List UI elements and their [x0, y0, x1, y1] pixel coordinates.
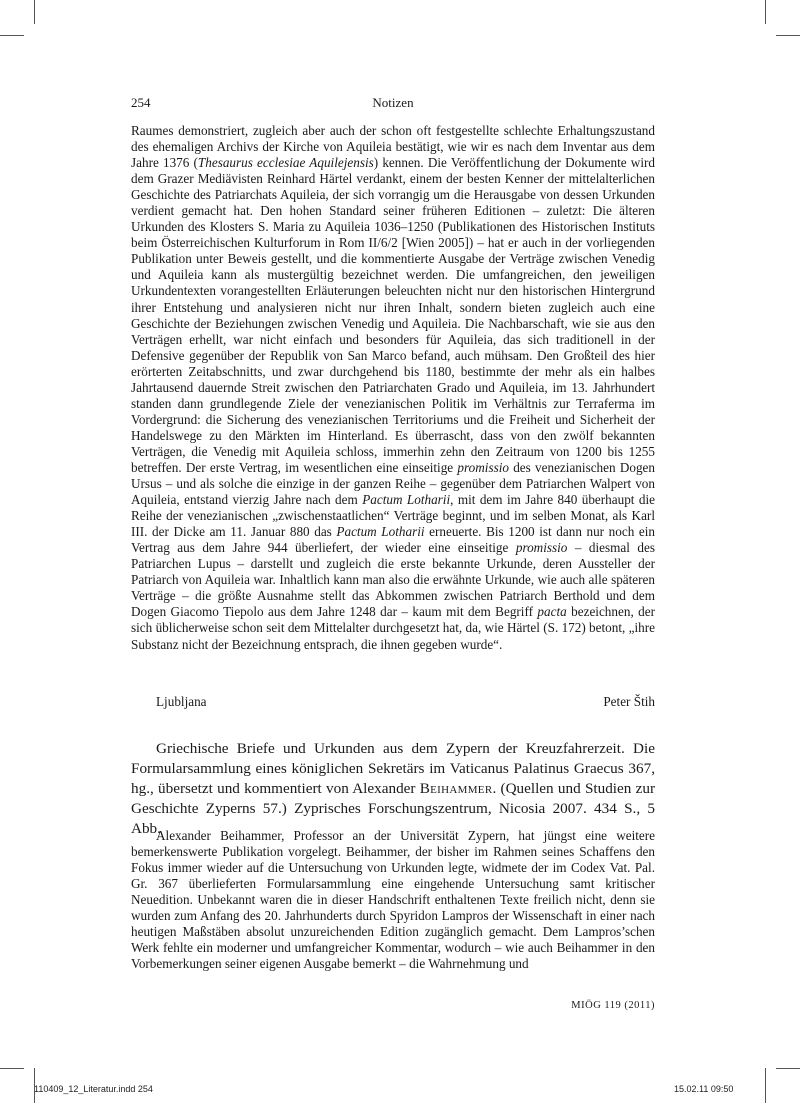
- crop-mark: [0, 1068, 24, 1069]
- journal-footer: MIÖG 119 (2011): [571, 1000, 655, 1011]
- signature-place: Ljubljana: [156, 694, 207, 709]
- signature-author: Peter Štih: [603, 694, 655, 709]
- page-number: 254: [131, 95, 151, 110]
- crop-mark: [765, 1068, 766, 1103]
- slug-file: 110409_12_Literatur.indd 254: [34, 1084, 153, 1094]
- paragraph: Raumes demonstriert, zugleich aber auch der schon oft festgestellte schlechte Erhaltungszustand des ehemaligen Archivs der Kirche von Aquileia bestätigt, wie wir es nach dem Inventar aus dem Jahre 1376 (Thesaurus ecclesiae Aquilejensis) kennen. Die Veröffentlichung der Dokumente wird dem Grazer Mediävisten Reinhard Härtel verdankt, einem der besten Kenner der mittelalterlichen Geschichte des Patriarchats Aquileia, der sich vorrangig um die Herausgabe von dessen Urkunden verdient gemacht hat. Den hohen Standard seiner früheren Editionen – zuletzt: Die älteren Urkunden des Klosters S. Maria zu Aquileia 1036–1250 (Publikationen des Historischen Instituts beim Österreichischen Kulturforum in Rom II/6/2 [Wien 2005]) – hat er auch in der vorliegenden Publikation unter Beweis gestellt, und die kommentierte Ausgabe der Verträge zwischen Venedig und Aquileia kann als mustergültig bezeichnet werden. Die umfangreichen, den jeweiligen Urkundentexten vorangestellten Erläuterungen beleuchten nicht nur den historischen Hintergrund ihrer Entstehung und analysieren nicht nur ihren Inhalt, sondern bieten zugleich auch eine Geschichte der Beziehungen zwischen Venedig und Aquileia. Die Nachbarschaft, wie sie aus den Verträgen erhellt, war nicht einfach und besonders für Aquileia, das sich traditionell in der Defensive gegenüber der Republik von San Marco befand, auch mühsam. Den Großteil des hier erörterten Zeitabschnitts, und zwar durchgehend bis 1180, bestimmte der mehr als ein halbes Jahrtausend dauernde Streit zwischen den Patriarchaten Grado und Aquileia, im 13. Jahrhundert standen dann grundlegende Ziele der venezianischen Politik im Verhältnis zur Terraferma im Vordergrund: die Sicherung des venezianischen Territoriums und die Freiheit und Sicherheit der Handelswege zu den Märkten im Hinterland. Es überrascht, dass von den zwölf bekannten Verträgen, die Venedig mit Aquileia schloss, immerhin zehn den Zeitraum von 1200 bis 1255 betreffen. Der erste Vertrag, im wesentlichen eine einseitige promissio des venezianischen Dogen Ursus – und als solche die einzige in der ganzen Reihe – gegenüber dem Patriarchen Walpert von Aquileia, entstand vierzig Jahre nach dem Pactum Lotharii, mit dem im Jahre 840 überhaupt die Reihe der venezianischen „zwischenstaatlichen“ Verträge beginnt, und im selben Monat, als Karl III. der Dicke am 11. Januar 880 das Pactum Lotharii erneuerte. Bis 1200 ist dann nur noch ein Vertrag aus dem Jahre 944 überliefert, der wieder eine einseitige promissio – diesmal des Patriarchen Lupus – darstellt und zugleich die erste bekannte Urkunde, deren Aussteller der Patriarch von Aquileia war. Inhaltlich kann man also die erwähnte Urkunde, wie auch alle späteren Verträge – die größte Ausnahme stellt das Abkommen zwischen Patriarch Berthold und dem Dogen Giacomo Tiepolo aus dem Jahre 1248 dar – kaum mit dem Begriff pacta bezeichnen, der sich üblicherweise schon seit dem Mittelalter durchgesetzt hat, da, wie Härtel (S. 172) betont, „ihre Substanz nicht der Bezeichnung entsprach, die ihnen gegeben wurde“.: [131, 123, 656, 652]
- crop-mark: [776, 1068, 800, 1069]
- running-header: [131, 95, 655, 113]
- crop-mark: [0, 35, 24, 36]
- paragraph: Alexander Beihammer, Professor an der Universität Zypern, hat jüngst eine weitere bemerkenswerte Publikation vorgelegt. Beihammer, der bisher im Rahmen seines Schaffens den Fokus immer wieder auf die Untersuchung von Urkunden legte, widmete der im Codex Vat. Pal. Gr. 367 überlieferten Formularsammlung eine eingehende Untersuchung samt kritischer Neuedition. Unbekannt waren die in dieser Handschrift enthaltenen Texte freilich nicht, denn sie wurden zum Anfang des 20. Jahrhunderts durch Spyridon Lampros der Wissenschaft in einer nach heutigen Maßstäben absolut unzureichenden Edition zugänglich gemacht. Dem Lampros’schen Werk fehlte ein moderner und umfangreicher Kommentar, wodurch – wie auch Beihammer in den Vorbemerkungen seiner eigenen Ausgabe bemerkt – die Wahrnehmung und: [131, 828, 655, 972]
- slug-date: 15.02.11 09:50: [674, 1084, 734, 1094]
- review-signature: [131, 694, 655, 712]
- crop-mark: [765, 0, 766, 24]
- review-heading: Griechische Briefe und Urkunden aus dem Zypern der Kreuzfahrerzeit. Die Formularsammlung eines königlichen Sekretärs im Vaticanus Palatinus Graecus 367, hg., übersetzt und kommentiert von Alexander Beihammer. (Quellen und Studien zur Geschichte Zyperns 57.) Zyprisches Forschungszentrum, Nicosia 2007. 434 S., 5 Abb.: [131, 740, 655, 837]
- crop-mark: [776, 35, 800, 36]
- crop-mark: [34, 0, 35, 24]
- review-text-continued: [131, 123, 655, 653]
- running-title: Notizen: [372, 95, 414, 110]
- review-text: [131, 828, 655, 972]
- author-name: Beihammer: [419, 780, 493, 797]
